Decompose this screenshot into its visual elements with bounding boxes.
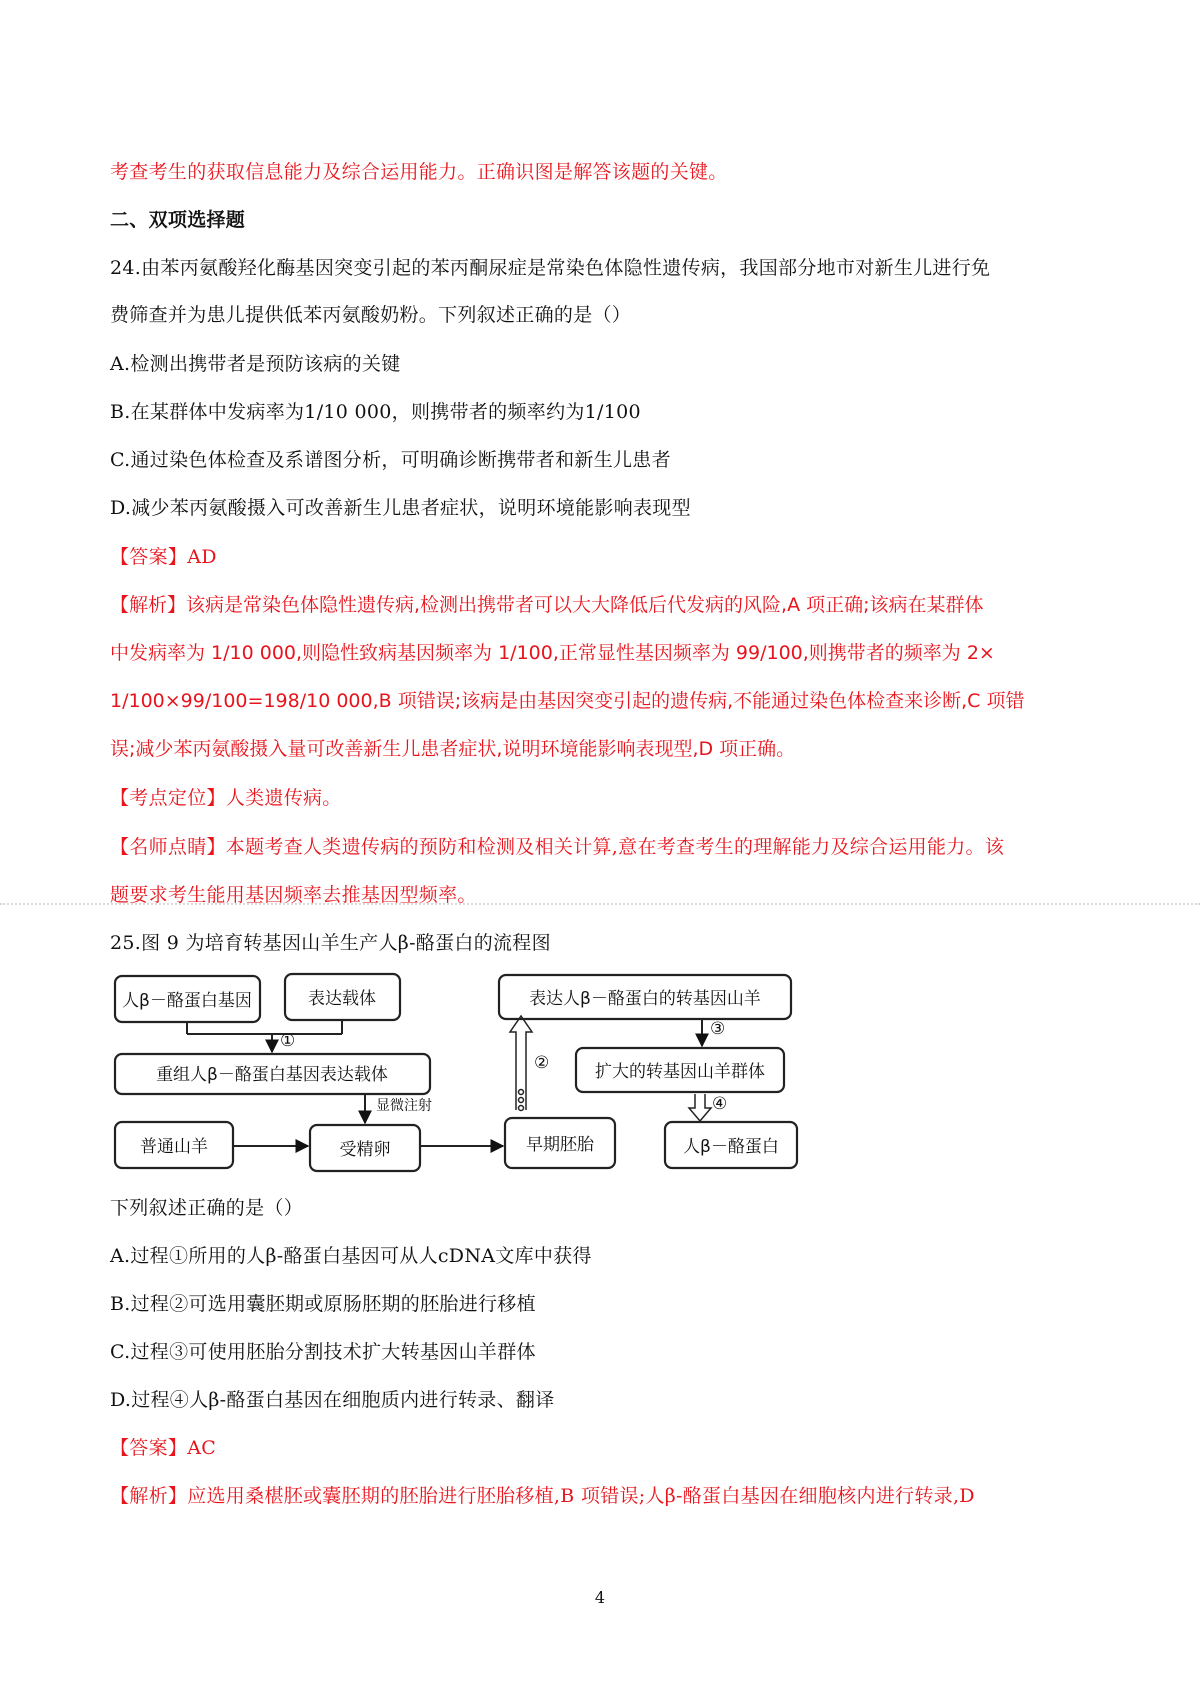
q25-option-b: B.过程②可选用囊胚期或原肠胚期的胚胎进行移植 <box>110 1293 536 1315</box>
arrow-step2-hollow <box>510 1016 532 1111</box>
q24-analysis-line4: 误;减少苯丙氨酸摄入量可改善新生儿患者症状,说明环境能影响表现型,D 项正确。 <box>110 738 796 760</box>
q25-answer: 【答案】AC <box>110 1437 217 1459</box>
label-goat: 普通山羊 <box>140 1137 208 1157</box>
label-microinjection: 显微注射 <box>376 1098 432 1114</box>
q25-option-d: D.过程④人β-酪蛋白基因在细胞质内进行转录、翻译 <box>110 1389 555 1411</box>
q24-stem-line2: 费筛查并为患儿提供低苯丙氨酸奶粉。下列叙述正确的是（） <box>110 304 632 326</box>
q25-analysis: 【解析】应选用桑椹胚或囊胚期的胚胎进行胚胎移植,B 项错误;人β-酪蛋白基因在细胞核内进行转录,D <box>110 1485 975 1507</box>
label-protein: 人β－酪蛋白 <box>683 1137 779 1157</box>
q24-answer: 【答案】AD <box>110 546 217 568</box>
page-divider <box>0 903 1200 905</box>
label-step4: ④ <box>712 1094 728 1114</box>
label-step1: ① <box>280 1031 296 1051</box>
arrow-step4-hollow <box>689 1094 711 1121</box>
label-zygote: 受精卵 <box>339 1140 391 1160</box>
flowchart-figure <box>112 970 822 1180</box>
q24-stem-line1: 24.由苯丙氨酸羟化酶基因突变引起的苯丙酮尿症是常染色体隐性遗传病，我国部分地市对新生儿进行免 <box>110 257 991 279</box>
q25-option-a: A.过程①所用的人β-酪蛋白基因可从人cDNA文库中获得 <box>110 1245 592 1267</box>
q25-question: 下列叙述正确的是（） <box>110 1197 304 1219</box>
q24-analysis-line1: 【解析】该病是常染色体隐性遗传病,检测出携带者可以大大降低后代发病的风险,A 项正确;该病在某群体 <box>110 594 984 616</box>
label-gene: 人β－酪蛋白基因 <box>122 991 252 1011</box>
q24-option-d: D.减少苯丙氨酸摄入可改善新生儿患者症状，说明环境能影响表现型 <box>110 497 691 519</box>
top-note: 考查考生的获取信息能力及综合运用能力。正确识图是解答该题的关键。 <box>110 161 728 183</box>
q24-option-a: A.检测出携带者是预防该病的关键 <box>110 353 401 375</box>
q25-stem: 25.图 9 为培育转基因山羊生产人β-酪蛋白的流程图 <box>110 932 551 954</box>
q24-mingshi-line1: 【名师点睛】本题考查人类遗传病的预防和检测及相关计算,意在考查考生的理解能力及综合运用能力。该 <box>110 836 1005 858</box>
q24-option-b: B.在某群体中发病率为1/10 000，则携带者的频率约为1/100 <box>110 401 641 423</box>
label-step2: ② <box>534 1053 550 1073</box>
q25-option-c: C.过程③可使用胚胎分割技术扩大转基因山羊群体 <box>110 1341 536 1363</box>
q24-analysis-line3: 1/100×99/100=198/10 000,B 项错误;该病是由基因突变引起的遗传病,不能通过染色体检查来诊断,C 项错 <box>110 690 1025 712</box>
label-recombinant: 重组人β－酪蛋白基因表达载体 <box>156 1065 388 1085</box>
section-heading: 二、双项选择题 <box>110 209 246 231</box>
q24-analysis-line2: 中发病率为 1/10 000,则隐性致病基因频率为 1/100,正常显性基因频率为 99/100,则携带者的频率为 2× <box>110 642 995 664</box>
label-step3: ③ <box>710 1019 726 1039</box>
q24-option-c: C.通过染色体检查及系谱图分析，可明确诊断携带者和新生儿患者 <box>110 449 671 471</box>
q24-mingshi-line2: 题要求考生能用基因频率去推基因型频率。 <box>110 884 477 906</box>
label-vector: 表达载体 <box>308 989 376 1009</box>
q24-kaodian: 【考点定位】人类遗传病。 <box>110 787 342 809</box>
label-embryo: 早期胚胎 <box>526 1135 594 1155</box>
label-transgenic-goat: 表达人β－酪蛋白的转基因山羊 <box>529 989 761 1009</box>
page-number: 4 <box>594 1588 606 1607</box>
label-population: 扩大的转基因山羊群体 <box>595 1062 765 1082</box>
